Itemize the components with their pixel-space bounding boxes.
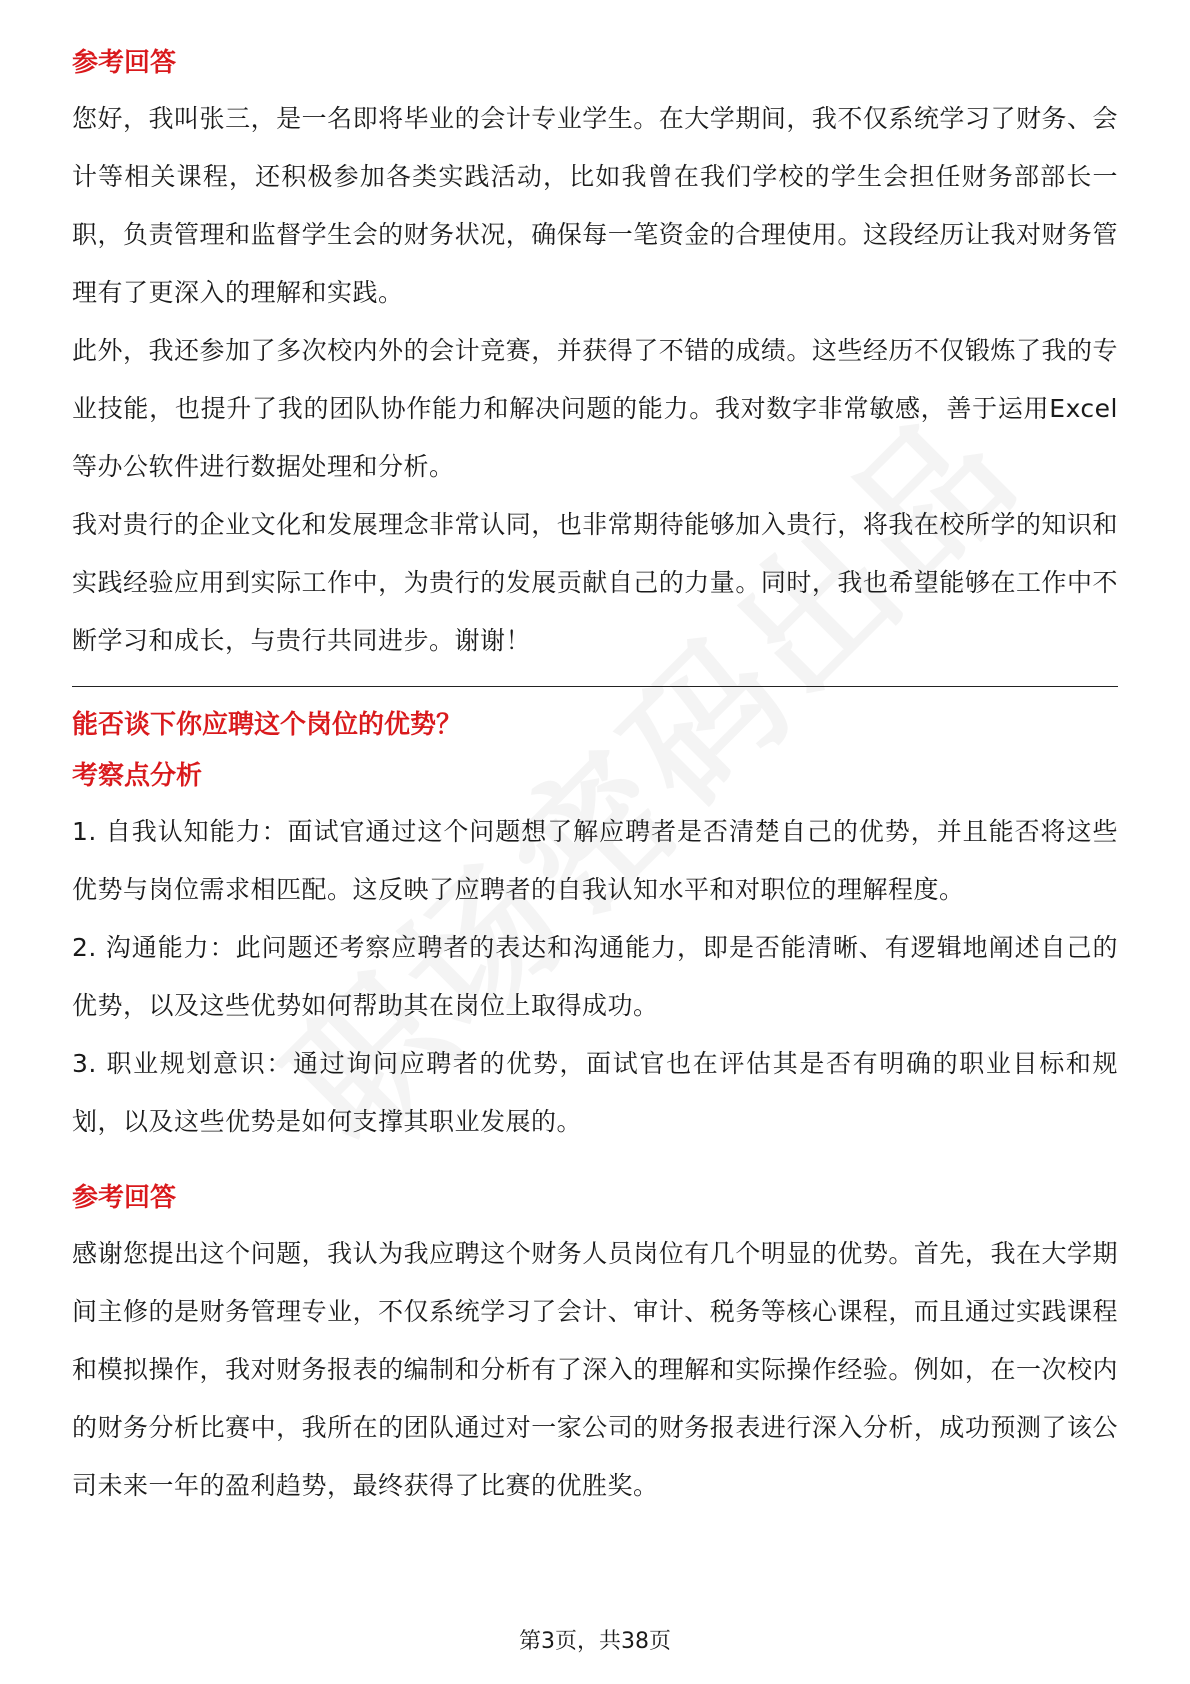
- answer-body: [72, 1225, 1118, 1515]
- analysis-point: 1. 自我认知能力：面试官通过这个问题想了解应聘者是否清楚自己的优势，并且能否将这些优势与岗位需求相匹配。这反映了应聘者的自我认知水平和对职位的理解程度。: [72, 817, 1118, 904]
- paragraph: 此外，我还参加了多次校内外的会计竞赛，并获得了不错的成绩。这些经历不仅锻炼了我的专业技能，也提升了我的团队协作能力和解决问题的能力。我对数字非常敏感，善于运用Excel等办公软件进行数据处理和分析。: [72, 336, 1118, 481]
- analysis-heading: 考察点分析: [72, 761, 203, 791]
- analysis-point: 2. 沟通能力：此问题还考察应聘者的表达和沟通能力，即是否能清晰、有逻辑地阐述自己的优势，以及这些优势如何帮助其在岗位上取得成功。: [72, 933, 1118, 1020]
- question-title: 能否谈下你应聘这个岗位的优势？: [72, 710, 463, 740]
- paragraph: 感谢您提出这个问题，我认为我应聘这个财务人员岗位有几个明显的优势。首先，我在大学期间主修的是财务管理专业，不仅系统学习了会计、审计、税务等核心课程，而且通过实践课程和模拟操作，我对财务报表的编制和分析有了深入的理解和实际操作经验。例如，在一次校内的财务分析比赛中，我所在的团队通过对一家公司的财务报表进行深入分析，成功预测了该公司未来一年的盈利趋势，最终获得了比赛的优胜奖。: [72, 1239, 1118, 1500]
- section-divider: [72, 686, 1118, 687]
- paragraph: 您好，我叫张三，是一名即将毕业的会计专业学生。在大学期间，我不仅系统学习了财务、会计等相关课程，还积极参加各类实践活动，比如我曾在我们学校的学生会担任财务部部长一职，负责管理和监督学生会的财务状况，确保每一笔资金的合理使用。这段经历让我对财务管理有了更深入的理解和实践。: [72, 104, 1118, 307]
- page-number: 第3页，共38页: [519, 1629, 671, 1654]
- paragraph: 我对贵行的企业文化和发展理念非常认同，也非常期待能够加入贵行，将我在校所学的知识和实践经验应用到实际工作中，为贵行的发展贡献自己的力量。同时，我也希望能够在工作中不断学习和成长，与贵行共同进步。谢谢！: [72, 510, 1118, 655]
- answer-heading: 参考回答: [72, 48, 177, 78]
- document-page: [72, 46, 1118, 1529]
- analysis-point: 3. 职业规划意识：通过询问应聘者的优势，面试官也在评估其是否有明确的职业目标和规划，以及这些优势是如何支撑其职业发展的。: [72, 1049, 1118, 1136]
- answer-heading: 参考回答: [72, 1183, 177, 1213]
- analysis-body: [72, 803, 1118, 1151]
- answer-body: [72, 90, 1118, 670]
